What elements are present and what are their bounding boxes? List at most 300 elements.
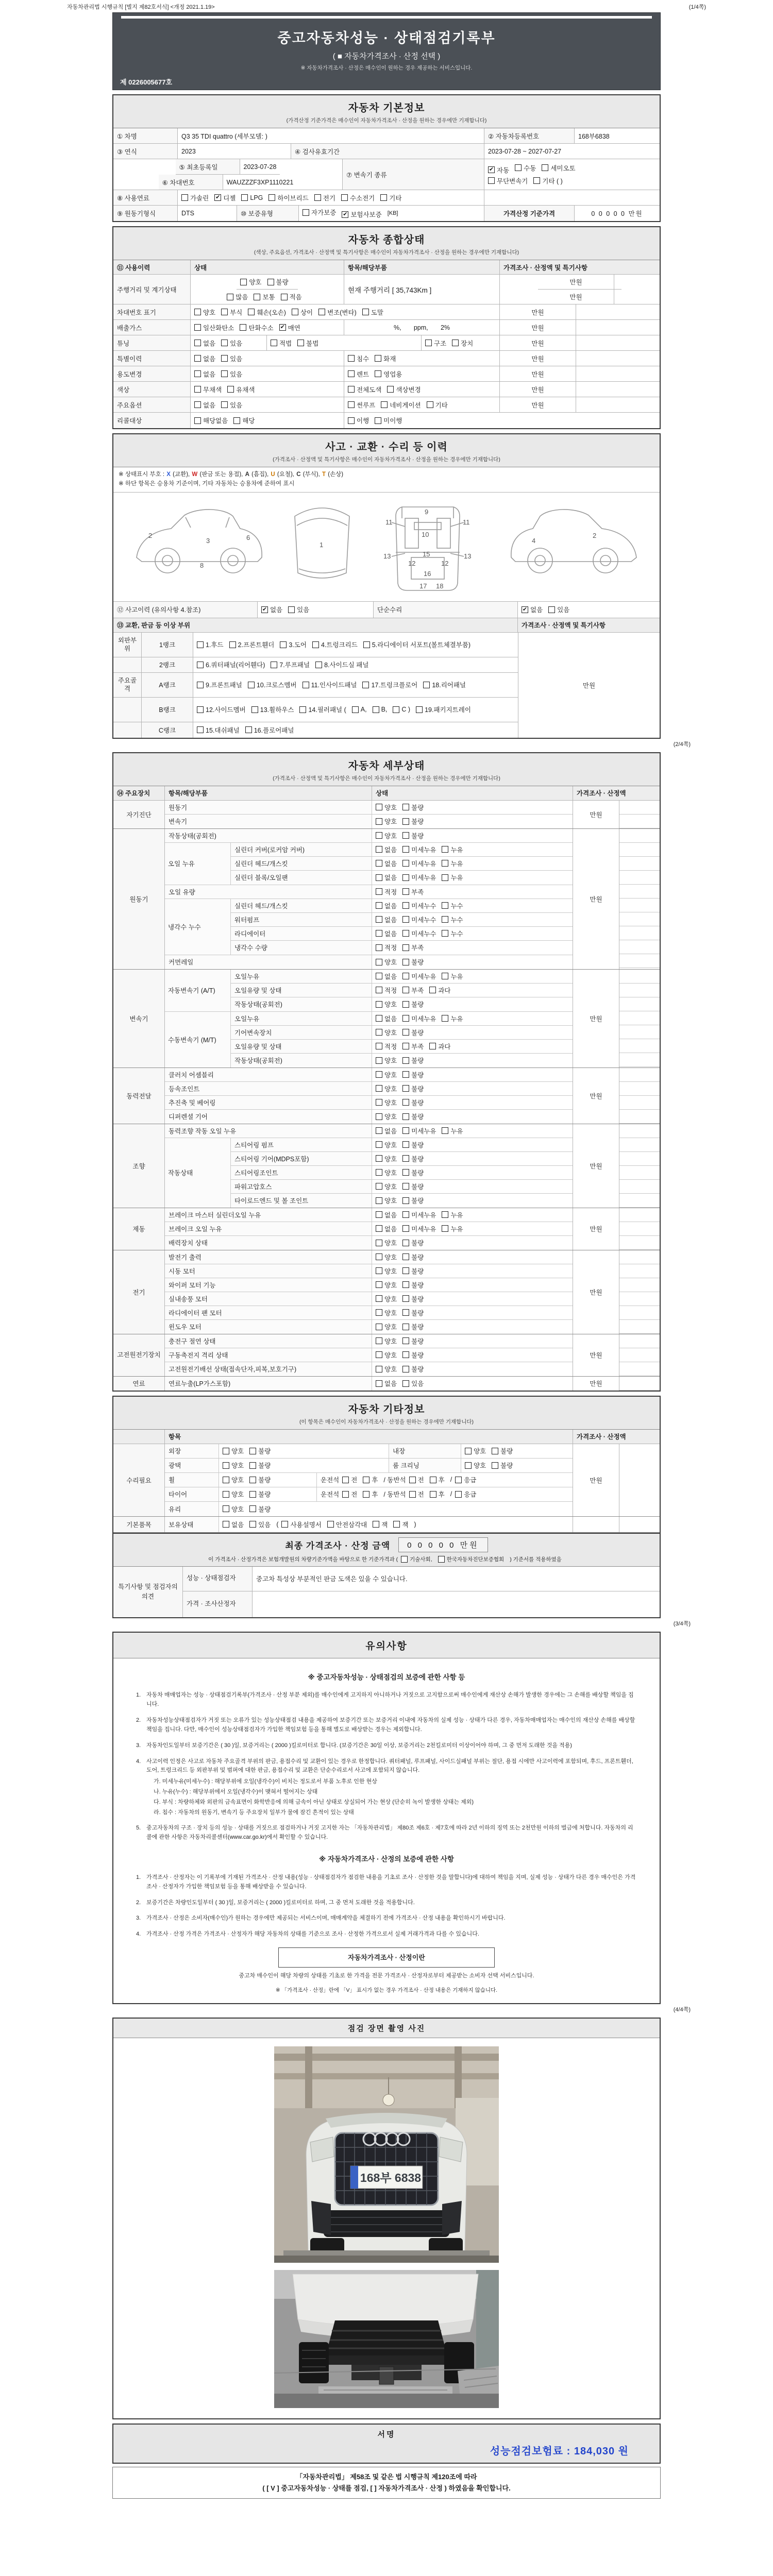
checkbox[interactable] bbox=[376, 1015, 382, 1022]
checkbox-option[interactable] bbox=[409, 1475, 424, 1484]
checkbox[interactable] bbox=[352, 706, 359, 713]
checkbox[interactable] bbox=[348, 401, 355, 408]
checkbox-option[interactable] bbox=[194, 400, 215, 410]
checkbox[interactable] bbox=[442, 1225, 448, 1232]
checkbox[interactable] bbox=[376, 1071, 382, 1078]
checkbox-option[interactable] bbox=[488, 176, 528, 185]
checkbox-option[interactable] bbox=[197, 660, 265, 669]
checkbox-option[interactable] bbox=[376, 957, 397, 967]
checkbox[interactable] bbox=[402, 1043, 409, 1049]
checkbox[interactable] bbox=[425, 340, 432, 346]
checkbox-option[interactable] bbox=[429, 986, 450, 995]
checkbox[interactable] bbox=[423, 682, 430, 688]
checkbox[interactable] bbox=[402, 804, 409, 810]
checkbox[interactable] bbox=[197, 662, 204, 668]
checkbox-option[interactable] bbox=[402, 1084, 424, 1093]
checkbox[interactable] bbox=[376, 959, 382, 965]
checkbox[interactable] bbox=[402, 1197, 409, 1204]
checkbox-option[interactable] bbox=[402, 1126, 436, 1136]
checkbox-option[interactable] bbox=[402, 1252, 424, 1262]
checkbox[interactable] bbox=[438, 1556, 445, 1563]
checkbox[interactable] bbox=[376, 832, 382, 839]
checkbox-option[interactable] bbox=[442, 915, 463, 924]
checkbox[interactable] bbox=[376, 1155, 382, 1162]
checkbox[interactable] bbox=[268, 194, 275, 201]
checkbox-option[interactable] bbox=[522, 605, 543, 614]
checkbox[interactable] bbox=[402, 1225, 409, 1232]
checkbox-option[interactable] bbox=[194, 354, 215, 363]
checkbox-option[interactable] bbox=[376, 1322, 397, 1331]
checkbox[interactable] bbox=[376, 1337, 382, 1344]
checkbox[interactable] bbox=[376, 916, 382, 923]
checkbox-option[interactable] bbox=[402, 1294, 424, 1303]
checkbox-option[interactable] bbox=[376, 1042, 397, 1051]
checkbox[interactable] bbox=[409, 1477, 416, 1483]
checkbox-option[interactable] bbox=[542, 163, 575, 173]
checkbox[interactable] bbox=[442, 1211, 448, 1218]
checkbox-option[interactable] bbox=[223, 1475, 244, 1484]
checkbox-option[interactable] bbox=[402, 929, 436, 938]
checkbox[interactable] bbox=[409, 1491, 416, 1498]
checkbox-option[interactable] bbox=[438, 1555, 505, 1563]
checkbox[interactable] bbox=[402, 1141, 409, 1148]
checkbox-option[interactable] bbox=[376, 1140, 397, 1149]
checkbox[interactable] bbox=[362, 309, 369, 315]
checkbox[interactable] bbox=[271, 340, 277, 346]
checkbox-option[interactable] bbox=[442, 873, 463, 882]
checkbox-option[interactable] bbox=[376, 1350, 397, 1360]
checkbox[interactable] bbox=[402, 1183, 409, 1190]
checkbox[interactable] bbox=[376, 888, 382, 895]
checkbox[interactable] bbox=[194, 417, 201, 424]
checkbox[interactable] bbox=[194, 370, 201, 377]
checkbox[interactable] bbox=[373, 706, 379, 713]
checkbox[interactable] bbox=[376, 1001, 382, 1008]
checkbox[interactable] bbox=[292, 309, 298, 315]
checkbox-option[interactable] bbox=[402, 957, 424, 967]
checkbox-checked[interactable]: ✔ bbox=[262, 606, 267, 613]
checkbox[interactable] bbox=[515, 164, 522, 171]
checkbox-option[interactable] bbox=[376, 915, 397, 924]
checkbox-option[interactable] bbox=[402, 887, 424, 896]
checkbox[interactable] bbox=[341, 194, 348, 201]
checkbox-option[interactable] bbox=[376, 901, 397, 910]
checkbox-option[interactable] bbox=[402, 1028, 424, 1037]
checkbox[interactable] bbox=[402, 888, 409, 895]
checkbox[interactable] bbox=[376, 1099, 382, 1106]
checkbox[interactable] bbox=[375, 355, 381, 362]
checkbox[interactable] bbox=[197, 726, 204, 733]
checkbox[interactable] bbox=[327, 1521, 334, 1528]
checkbox[interactable] bbox=[314, 194, 321, 201]
checkbox-option[interactable] bbox=[348, 416, 369, 425]
checkbox-option[interactable] bbox=[442, 1210, 463, 1219]
checkbox-option[interactable] bbox=[229, 640, 275, 649]
checkbox-option[interactable] bbox=[376, 873, 397, 882]
checkbox[interactable] bbox=[430, 1491, 436, 1498]
checkbox-option[interactable] bbox=[312, 640, 358, 649]
checkbox[interactable] bbox=[376, 930, 382, 937]
checkbox[interactable] bbox=[223, 1491, 229, 1498]
checkbox[interactable] bbox=[376, 1295, 382, 1302]
checkbox-option[interactable] bbox=[240, 323, 273, 332]
checkbox[interactable] bbox=[348, 417, 355, 424]
checkbox[interactable] bbox=[542, 164, 548, 171]
checkbox-option[interactable] bbox=[342, 210, 381, 219]
checkbox-option[interactable] bbox=[362, 308, 383, 317]
checkbox[interactable] bbox=[402, 987, 409, 993]
checkbox-option[interactable] bbox=[402, 1182, 424, 1191]
checkbox-option[interactable] bbox=[376, 972, 397, 981]
checkbox[interactable] bbox=[376, 1240, 382, 1246]
checkbox-option[interactable] bbox=[455, 1475, 476, 1484]
checkbox[interactable] bbox=[402, 916, 409, 923]
checkbox[interactable] bbox=[248, 309, 255, 315]
checkbox[interactable] bbox=[402, 1351, 409, 1358]
checkbox[interactable] bbox=[288, 606, 295, 613]
checkbox[interactable] bbox=[375, 417, 381, 424]
checkbox-option[interactable] bbox=[402, 1098, 424, 1107]
checkbox-option[interactable] bbox=[442, 901, 463, 910]
checkbox-checked[interactable]: ✔ bbox=[489, 166, 494, 173]
checkbox-option[interactable] bbox=[402, 803, 424, 812]
checkbox-option[interactable] bbox=[402, 986, 424, 995]
checkbox-checked[interactable]: ✔ bbox=[343, 211, 348, 217]
checkbox[interactable] bbox=[221, 401, 228, 408]
checkbox[interactable] bbox=[197, 682, 204, 688]
checkbox-option[interactable] bbox=[376, 1364, 397, 1374]
checkbox-option[interactable] bbox=[194, 385, 222, 394]
checkbox[interactable] bbox=[402, 1309, 409, 1316]
checkbox[interactable] bbox=[348, 355, 355, 362]
checkbox-option[interactable] bbox=[348, 369, 369, 379]
checkbox-option[interactable] bbox=[318, 308, 357, 317]
checkbox[interactable] bbox=[249, 1505, 256, 1512]
checkbox[interactable] bbox=[465, 1462, 472, 1469]
checkbox-option[interactable] bbox=[249, 1489, 271, 1499]
checkbox[interactable] bbox=[223, 1521, 229, 1528]
checkbox-option[interactable] bbox=[402, 1238, 424, 1247]
checkbox[interactable] bbox=[376, 1169, 382, 1176]
checkbox-option[interactable] bbox=[376, 803, 397, 812]
checkbox-option[interactable] bbox=[402, 1350, 424, 1360]
checkbox[interactable] bbox=[249, 1491, 256, 1498]
checkbox[interactable] bbox=[249, 1448, 256, 1454]
checkbox-option[interactable] bbox=[376, 1294, 397, 1303]
checkbox[interactable] bbox=[442, 973, 448, 979]
checkbox-option[interactable] bbox=[442, 1126, 463, 1136]
checkbox[interactable] bbox=[402, 860, 409, 867]
checkbox[interactable] bbox=[402, 959, 409, 965]
checkbox-option[interactable] bbox=[314, 193, 335, 202]
checkbox-option[interactable] bbox=[402, 1168, 424, 1177]
checkbox[interactable] bbox=[249, 1477, 256, 1483]
checkbox-option[interactable] bbox=[465, 1446, 486, 1455]
checkbox-option[interactable] bbox=[281, 1520, 321, 1529]
checkbox[interactable] bbox=[442, 930, 448, 937]
checkbox-option[interactable] bbox=[376, 1238, 397, 1247]
checkbox[interactable] bbox=[376, 973, 382, 979]
checkbox[interactable] bbox=[251, 706, 258, 713]
checkbox-option[interactable] bbox=[402, 1070, 424, 1079]
checkbox[interactable] bbox=[402, 1099, 409, 1106]
checkbox-option[interactable] bbox=[416, 705, 471, 714]
checkbox[interactable] bbox=[240, 279, 247, 285]
checkbox[interactable] bbox=[492, 1462, 498, 1469]
checkbox-option[interactable] bbox=[299, 705, 346, 714]
checkbox-option[interactable] bbox=[376, 817, 397, 826]
checkbox-option[interactable] bbox=[223, 1504, 244, 1514]
checkbox[interactable] bbox=[240, 324, 246, 331]
checkbox[interactable] bbox=[376, 944, 382, 951]
checkbox[interactable] bbox=[430, 1477, 436, 1483]
checkbox-option[interactable] bbox=[280, 640, 307, 649]
checkbox-option[interactable] bbox=[402, 1336, 424, 1346]
checkbox-option[interactable] bbox=[249, 1520, 271, 1529]
checkbox-option[interactable] bbox=[197, 725, 240, 735]
checkbox[interactable] bbox=[194, 324, 201, 331]
checkbox[interactable] bbox=[233, 417, 240, 424]
checkbox-option[interactable] bbox=[194, 323, 234, 332]
checkbox-option[interactable] bbox=[515, 163, 536, 173]
checkbox-option[interactable] bbox=[376, 1308, 397, 1317]
checkbox[interactable] bbox=[442, 1015, 448, 1022]
checkbox-option[interactable] bbox=[376, 986, 397, 995]
checkbox[interactable] bbox=[254, 294, 260, 300]
checkbox[interactable] bbox=[402, 1015, 409, 1022]
checkbox-option[interactable] bbox=[251, 705, 294, 714]
checkbox[interactable] bbox=[376, 1141, 382, 1148]
checkbox[interactable] bbox=[223, 1448, 229, 1454]
checkbox-option[interactable] bbox=[402, 1280, 424, 1290]
checkbox[interactable] bbox=[402, 1085, 409, 1092]
checkbox-option[interactable] bbox=[221, 369, 242, 379]
checkbox[interactable] bbox=[402, 930, 409, 937]
checkbox[interactable] bbox=[416, 706, 423, 713]
checkbox[interactable] bbox=[402, 874, 409, 881]
checkbox-option[interactable] bbox=[363, 1489, 378, 1499]
checkbox[interactable] bbox=[221, 340, 228, 346]
checkbox-option[interactable] bbox=[401, 1555, 432, 1563]
checkbox[interactable] bbox=[363, 641, 370, 648]
checkbox-option[interactable] bbox=[197, 680, 242, 689]
checkbox-option[interactable] bbox=[427, 400, 448, 410]
checkbox[interactable] bbox=[267, 279, 274, 285]
checkbox-option[interactable] bbox=[221, 400, 242, 410]
checkbox[interactable] bbox=[245, 726, 252, 733]
checkbox-option[interactable] bbox=[442, 845, 463, 854]
checkbox-option[interactable] bbox=[342, 1489, 357, 1499]
checkbox[interactable] bbox=[402, 944, 409, 951]
checkbox-option[interactable] bbox=[375, 369, 402, 379]
checkbox-option[interactable] bbox=[375, 354, 396, 363]
checkbox[interactable] bbox=[376, 1113, 382, 1120]
checkbox[interactable] bbox=[271, 662, 277, 668]
checkbox[interactable] bbox=[402, 1337, 409, 1344]
checkbox-option[interactable] bbox=[402, 1056, 424, 1065]
checkbox[interactable] bbox=[401, 1556, 408, 1563]
checkbox[interactable] bbox=[299, 706, 306, 713]
checkbox-option[interactable] bbox=[241, 194, 263, 201]
checkbox-option[interactable] bbox=[402, 1154, 424, 1163]
checkbox[interactable] bbox=[376, 1043, 382, 1049]
checkbox-option[interactable] bbox=[315, 660, 368, 669]
checkbox-option[interactable] bbox=[249, 1504, 271, 1514]
checkbox-option[interactable] bbox=[376, 929, 397, 938]
checkbox[interactable] bbox=[281, 1521, 288, 1528]
checkbox-option[interactable] bbox=[402, 1196, 424, 1205]
checkbox[interactable] bbox=[376, 1225, 382, 1232]
checkbox-option[interactable] bbox=[194, 308, 215, 317]
checkbox[interactable] bbox=[376, 874, 382, 881]
checkbox-option[interactable] bbox=[223, 1489, 244, 1499]
checkbox-option[interactable] bbox=[402, 1224, 436, 1233]
checkbox-option[interactable] bbox=[197, 640, 224, 649]
checkbox-option[interactable] bbox=[376, 1182, 397, 1191]
checkbox-option[interactable] bbox=[254, 292, 275, 301]
checkbox[interactable] bbox=[348, 386, 355, 393]
checkbox[interactable] bbox=[376, 846, 382, 853]
checkbox-option[interactable] bbox=[402, 901, 436, 910]
checkbox-option[interactable] bbox=[376, 887, 397, 896]
checkbox-option[interactable] bbox=[249, 1475, 271, 1484]
checkbox[interactable] bbox=[376, 1253, 382, 1260]
checkbox-option[interactable] bbox=[248, 680, 297, 689]
checkbox-option[interactable] bbox=[221, 354, 242, 363]
checkbox-option[interactable] bbox=[268, 193, 308, 202]
checkbox[interactable] bbox=[492, 1448, 498, 1454]
checkbox-checked[interactable]: ✔ bbox=[280, 324, 285, 330]
checkbox-option[interactable] bbox=[402, 1322, 424, 1331]
checkbox-option[interactable] bbox=[393, 706, 410, 713]
checkbox-option[interactable] bbox=[376, 1112, 397, 1121]
checkbox-option[interactable] bbox=[221, 308, 242, 317]
checkbox[interactable] bbox=[465, 1448, 472, 1454]
checkbox-option[interactable] bbox=[352, 706, 367, 713]
checkbox-option[interactable] bbox=[492, 1461, 513, 1470]
checkbox-option[interactable] bbox=[194, 416, 228, 425]
checkbox[interactable] bbox=[387, 386, 394, 393]
checkbox[interactable] bbox=[280, 641, 287, 648]
checkbox[interactable] bbox=[249, 1521, 256, 1528]
checkbox-option[interactable] bbox=[373, 706, 388, 713]
checkbox-option[interactable] bbox=[381, 400, 421, 410]
checkbox-option[interactable] bbox=[442, 929, 463, 938]
checkbox-option[interactable] bbox=[348, 400, 375, 410]
checkbox[interactable] bbox=[376, 1267, 382, 1274]
checkbox[interactable] bbox=[194, 309, 201, 315]
checkbox-option[interactable] bbox=[533, 176, 562, 185]
checkbox[interactable] bbox=[342, 1491, 349, 1498]
checkbox[interactable] bbox=[348, 370, 355, 377]
checkbox-option[interactable] bbox=[402, 1210, 436, 1219]
checkbox[interactable] bbox=[402, 818, 409, 825]
checkbox-option[interactable] bbox=[425, 338, 446, 348]
checkbox[interactable] bbox=[402, 1366, 409, 1372]
checkbox-option[interactable] bbox=[375, 416, 402, 425]
checkbox[interactable] bbox=[402, 1071, 409, 1078]
checkbox[interactable] bbox=[455, 1491, 462, 1498]
checkbox-option[interactable] bbox=[376, 1266, 397, 1276]
checkbox[interactable] bbox=[376, 1309, 382, 1316]
checkbox-option[interactable] bbox=[223, 1520, 244, 1529]
checkbox[interactable] bbox=[376, 1380, 382, 1387]
checkbox-option[interactable] bbox=[409, 1489, 424, 1499]
checkbox-option[interactable] bbox=[442, 972, 463, 981]
checkbox[interactable] bbox=[376, 1324, 382, 1330]
checkbox[interactable] bbox=[373, 1521, 379, 1528]
checkbox[interactable] bbox=[312, 641, 319, 648]
checkbox-option[interactable] bbox=[342, 1475, 357, 1484]
checkbox[interactable] bbox=[402, 832, 409, 839]
checkbox-option[interactable] bbox=[281, 292, 302, 301]
checkbox-option[interactable] bbox=[442, 859, 463, 868]
checkbox-option[interactable] bbox=[376, 1196, 397, 1205]
checkbox-option[interactable] bbox=[288, 605, 309, 614]
checkbox-option[interactable] bbox=[223, 1461, 244, 1470]
checkbox[interactable] bbox=[376, 1127, 382, 1134]
checkbox-checked[interactable]: ✔ bbox=[522, 606, 528, 613]
checkbox[interactable] bbox=[241, 194, 248, 201]
checkbox-option[interactable] bbox=[227, 292, 248, 301]
checkbox[interactable] bbox=[402, 1001, 409, 1008]
checkbox-option[interactable] bbox=[249, 1446, 271, 1455]
checkbox-option[interactable] bbox=[249, 1461, 271, 1470]
checkbox-option[interactable] bbox=[442, 1014, 463, 1023]
checkbox-checked[interactable]: ✔ bbox=[215, 194, 221, 200]
checkbox[interactable] bbox=[281, 294, 288, 300]
checkbox-option[interactable] bbox=[297, 338, 318, 348]
checkbox-option[interactable] bbox=[373, 1520, 388, 1529]
checkbox-option[interactable] bbox=[402, 1042, 424, 1051]
checkbox[interactable] bbox=[297, 340, 304, 346]
checkbox[interactable] bbox=[376, 818, 382, 825]
checkbox[interactable] bbox=[197, 641, 204, 648]
checkbox[interactable] bbox=[402, 1267, 409, 1274]
checkbox-option[interactable] bbox=[248, 308, 286, 317]
checkbox-option[interactable] bbox=[402, 817, 424, 826]
checkbox[interactable] bbox=[442, 916, 448, 923]
checkbox-option[interactable] bbox=[376, 1336, 397, 1346]
checkbox-option[interactable] bbox=[465, 1461, 486, 1470]
checkbox-option[interactable] bbox=[376, 831, 397, 840]
checkbox-option[interactable] bbox=[376, 1154, 397, 1163]
checkbox-option[interactable] bbox=[376, 1210, 397, 1219]
checkbox[interactable] bbox=[402, 1029, 409, 1036]
checkbox-option[interactable] bbox=[303, 680, 357, 689]
checkbox-option[interactable] bbox=[376, 1028, 397, 1037]
checkbox[interactable] bbox=[402, 1281, 409, 1288]
checkbox-option[interactable] bbox=[488, 165, 509, 175]
checkbox-option[interactable] bbox=[442, 1224, 463, 1233]
checkbox-option[interactable] bbox=[430, 1489, 445, 1499]
checkbox[interactable] bbox=[533, 177, 540, 184]
checkbox-option[interactable] bbox=[376, 943, 397, 952]
checkbox-option[interactable] bbox=[492, 1446, 513, 1455]
checkbox[interactable] bbox=[376, 1197, 382, 1204]
checkbox[interactable] bbox=[194, 401, 201, 408]
checkbox-option[interactable] bbox=[430, 1475, 445, 1484]
checkbox[interactable] bbox=[181, 194, 188, 201]
checkbox-option[interactable] bbox=[402, 873, 436, 882]
checkbox-option[interactable] bbox=[402, 915, 436, 924]
checkbox-option[interactable] bbox=[402, 1308, 424, 1317]
checkbox[interactable] bbox=[488, 177, 495, 184]
checkbox[interactable] bbox=[402, 1057, 409, 1064]
checkbox-option[interactable] bbox=[455, 1489, 476, 1499]
checkbox[interactable] bbox=[429, 1043, 436, 1049]
checkbox-option[interactable] bbox=[376, 859, 397, 868]
